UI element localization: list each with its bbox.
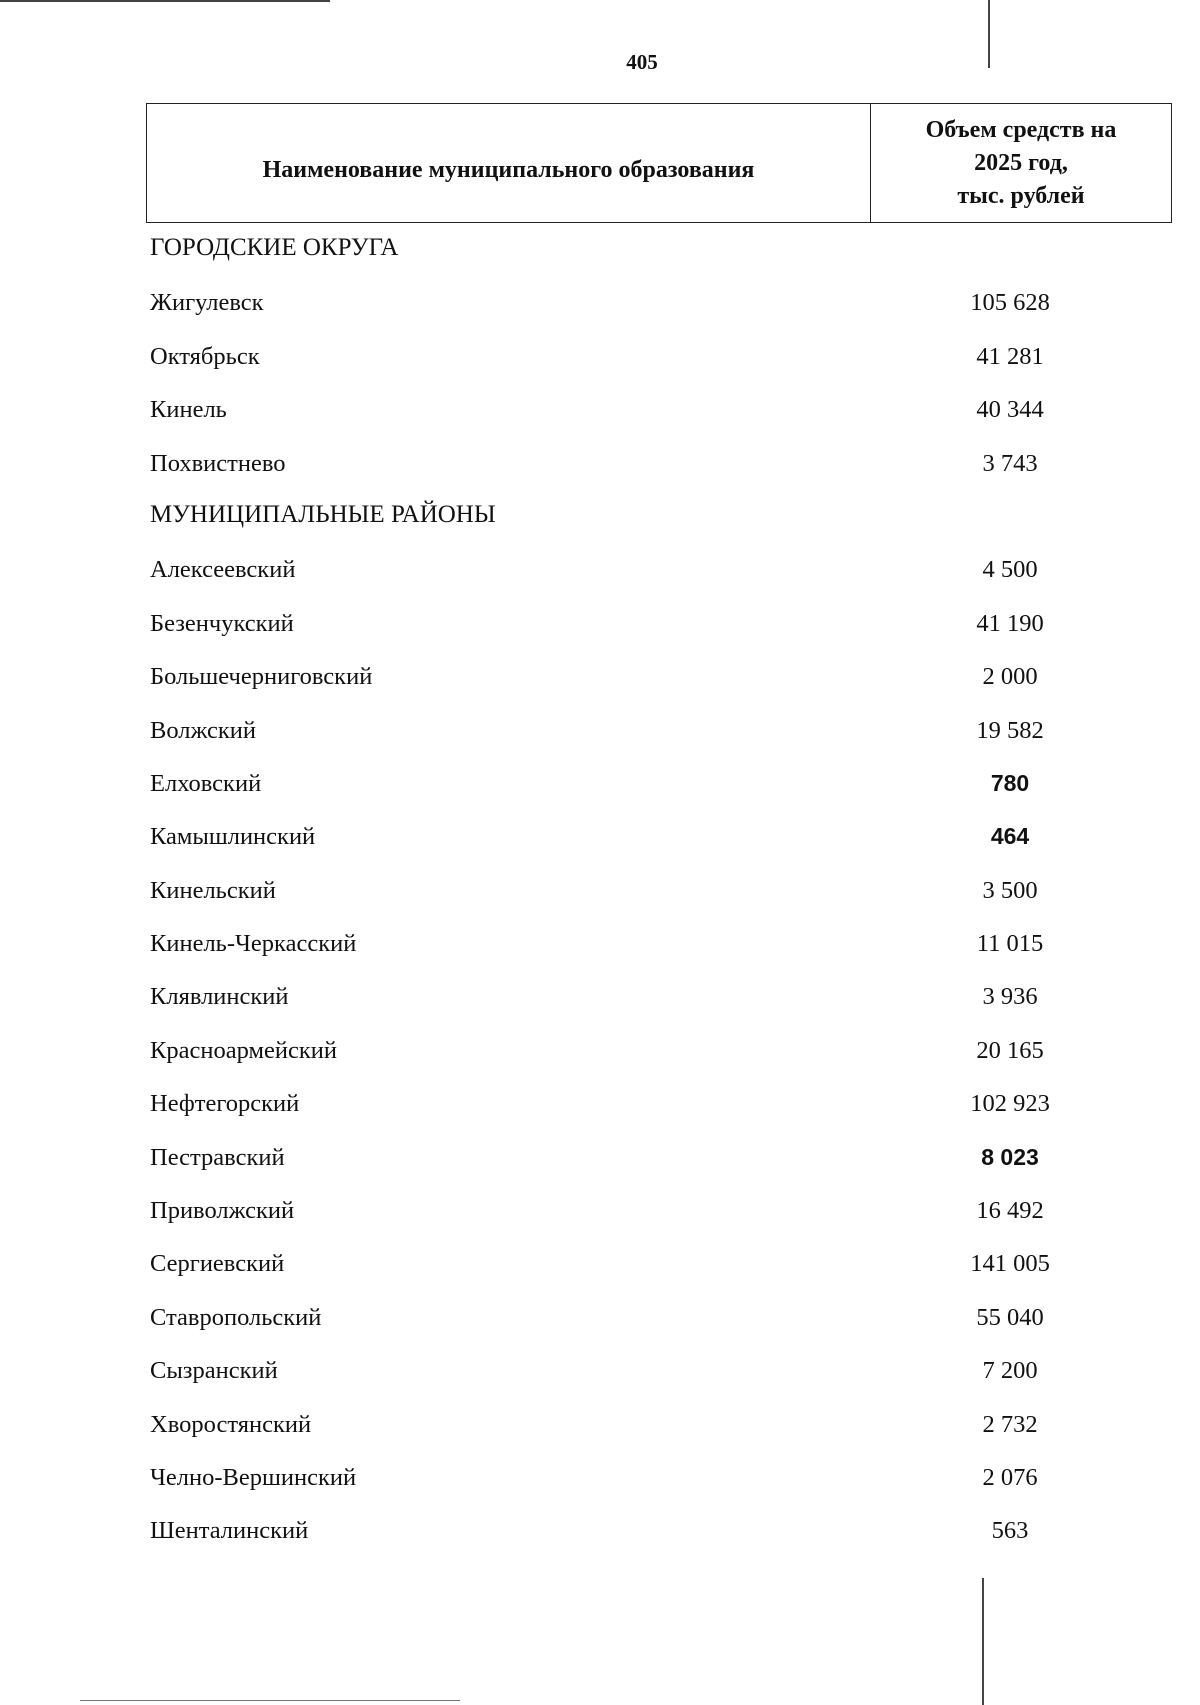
section-heading: ГОРОДСКИЕ ОКРУГА: [150, 234, 399, 261]
municipality-name: Волжский: [150, 716, 256, 744]
table-row: [0, 1454, 1200, 1507]
table-row: [0, 333, 1200, 386]
section-heading-row: [0, 226, 1200, 279]
funding-value: 141 005: [970, 1250, 1050, 1278]
table-row: [0, 279, 1200, 332]
header-value-column: Объем средств на 2025 год, тыс. рублей: [925, 116, 1117, 209]
table-row: [0, 707, 1200, 760]
table-body: [0, 226, 1200, 1561]
table-row: [0, 1027, 1200, 1080]
municipality-name: Алексеевский: [150, 556, 296, 584]
table-row: [0, 760, 1200, 813]
funding-value: 7 200: [982, 1357, 1038, 1385]
municipality-name: Ставропольский: [150, 1303, 322, 1331]
table-row: [0, 1401, 1200, 1454]
funding-value: 16 492: [976, 1197, 1044, 1225]
funding-value: 2 732: [982, 1410, 1038, 1438]
funding-value: 563: [991, 1517, 1029, 1545]
table-row: [0, 1347, 1200, 1400]
municipality-name: Шенталинский: [150, 1517, 309, 1545]
municipality-name: Октябрьск: [150, 342, 260, 370]
funding-value: 780: [990, 769, 1030, 796]
municipality-name: Безенчукский: [150, 609, 294, 637]
header-name-column: Наименование муниципального образования: [147, 104, 871, 222]
table-row: [0, 386, 1200, 439]
table-header: [146, 103, 1172, 223]
funding-value: 41 190: [976, 609, 1044, 637]
table-row: [0, 1187, 1200, 1240]
funding-value: 4 500: [982, 556, 1038, 584]
table-row: [0, 653, 1200, 706]
funding-value: 11 015: [976, 930, 1044, 958]
municipality-name: Большечерниговский: [150, 663, 373, 691]
funding-value: 464: [990, 823, 1030, 850]
municipality-name: Челно-Вершинский: [150, 1463, 357, 1491]
funding-value: 102 923: [970, 1090, 1050, 1118]
table-row: [0, 1507, 1200, 1560]
municipality-name: Похвистнево: [150, 449, 286, 477]
funding-value: 2 076: [982, 1463, 1038, 1491]
funding-value: 2 000: [982, 663, 1038, 691]
section-heading: МУНИЦИПАЛЬНЫЕ РАЙОНЫ: [150, 500, 496, 528]
funding-value: 3 936: [982, 983, 1038, 1011]
municipality-name: Клявлинский: [150, 983, 289, 1011]
scan-artifact-line: [80, 1700, 460, 1701]
table-row: [0, 600, 1200, 653]
scan-artifact-line: [982, 1578, 984, 1705]
funding-value: 3 500: [982, 876, 1038, 904]
municipality-name: Красноармейский: [150, 1036, 337, 1064]
municipality-name: Камышлинский: [150, 823, 316, 851]
table-row: [0, 1134, 1200, 1187]
municipality-name: Жигулевск: [150, 289, 264, 317]
municipality-name: Сызранский: [150, 1357, 278, 1385]
funding-value: 20 165: [976, 1036, 1044, 1064]
table-row: [0, 546, 1200, 599]
funding-value: 40 344: [976, 396, 1044, 424]
table-row: [0, 973, 1200, 1026]
page-number: 405: [626, 50, 658, 74]
municipality-name: Пестравский: [150, 1143, 285, 1171]
section-heading-row: [0, 493, 1200, 546]
funding-value: 105 628: [970, 289, 1050, 317]
funding-value: 8 023: [981, 1143, 1039, 1170]
municipality-name: Кинель: [150, 396, 227, 424]
funding-value: 3 743: [982, 449, 1038, 477]
municipality-name: Нефтегорский: [150, 1090, 300, 1118]
municipality-name: Хворостянский: [150, 1410, 312, 1438]
table-row: [0, 440, 1200, 493]
municipality-name: Кинельский: [150, 876, 276, 904]
table-row: [0, 920, 1200, 973]
funding-value: 41 281: [976, 342, 1044, 370]
table-row: [0, 1294, 1200, 1347]
table-row: [0, 1080, 1200, 1133]
municipality-name: Кинель-Черкасский: [150, 930, 357, 958]
funding-value: 55 040: [976, 1303, 1044, 1331]
municipality-name: Елховский: [150, 769, 262, 797]
funding-value: 19 582: [976, 716, 1044, 744]
scan-artifact-line: [0, 0, 330, 2]
table-row: [0, 813, 1200, 866]
municipality-name: Приволжский: [150, 1197, 295, 1225]
table-row: [0, 867, 1200, 920]
table-row: [0, 1240, 1200, 1293]
municipality-name: Сергиевский: [150, 1250, 285, 1278]
